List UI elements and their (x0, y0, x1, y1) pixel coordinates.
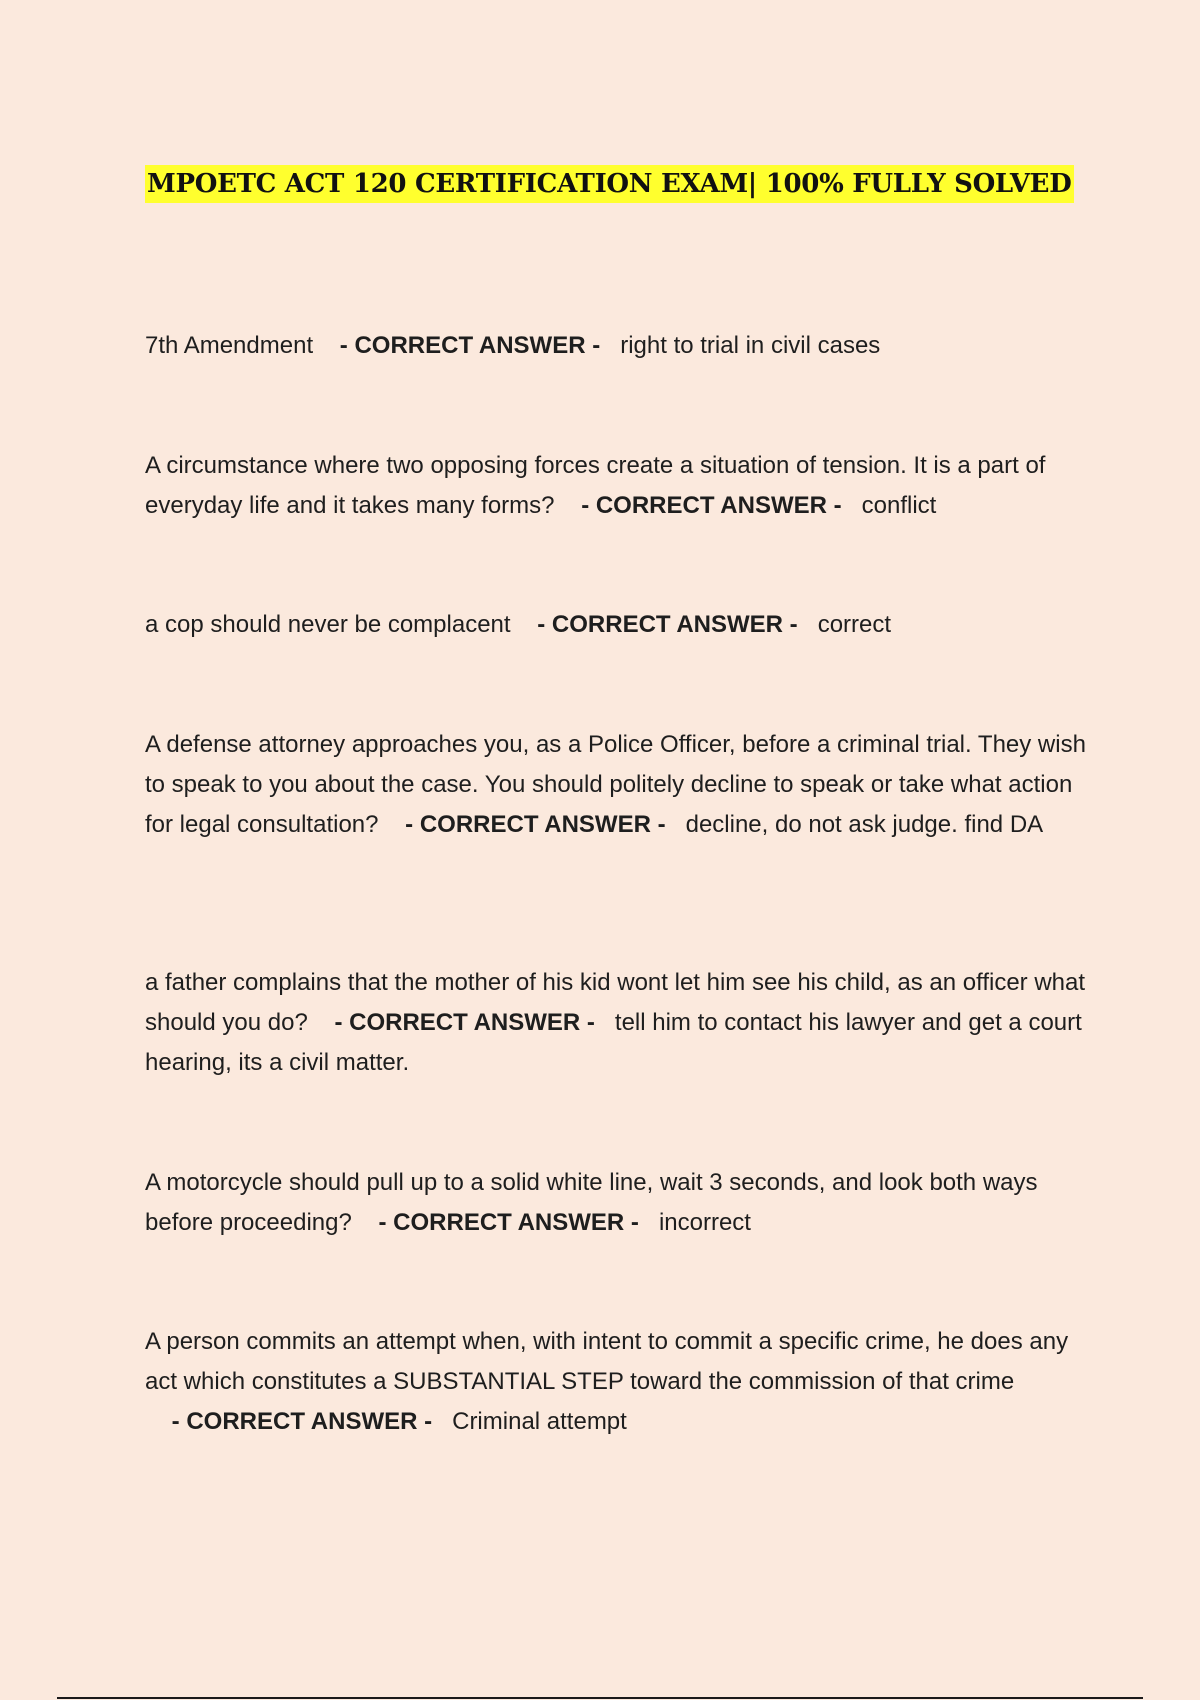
qa-item (145, 605, 1105, 645)
answer-text: decline, do not ask judge. find DA (685, 811, 1044, 838)
question-text: A circumstance where two opposing forces create a situation of tension. It is a part of everyday life and it takes many forms? (145, 452, 1046, 519)
qa-item (145, 326, 1105, 366)
question-text: 7th Amendment (145, 332, 314, 359)
correct-answer-label: - CORRECT ANSWER - (351, 1209, 659, 1236)
qa-item (145, 1163, 1105, 1243)
correct-answer-label: - CORRECT ANSWER - (307, 1009, 615, 1036)
qa-item (145, 963, 1105, 1083)
question-text: a father complains that the mother of his kid wont let him see his child, as an officer what should you do? (145, 969, 1086, 1036)
answer-text: conflict (861, 492, 937, 519)
answer-text: tell him to contact his lawyer and get a court hearing, its a civil matter. (145, 1009, 1082, 1076)
title-block (145, 165, 1074, 203)
answer-text: right to trial in civil cases (620, 332, 881, 359)
qa-item (145, 1322, 1105, 1442)
correct-answer-label: - CORRECT ANSWER - (313, 332, 621, 359)
correct-answer-label: - CORRECT ANSWER - (145, 1408, 453, 1435)
correct-answer-label: - CORRECT ANSWER - (554, 492, 862, 519)
question-text: a cop should never be complacent (145, 611, 511, 638)
qa-item (145, 725, 1105, 845)
answer-text: incorrect (658, 1209, 751, 1236)
correct-answer-label: - CORRECT ANSWER - (510, 611, 818, 638)
qa-item (145, 446, 1105, 526)
correct-answer-label: - CORRECT ANSWER - (378, 811, 686, 838)
answer-text: Criminal attempt (452, 1408, 627, 1435)
answer-text: correct (817, 611, 892, 638)
document-title: MPOETC ACT 120 CERTIFICATION EXAM| 100% FULLY SOLVED (145, 165, 1074, 203)
question-text: A defense attorney approaches you, as a Police Officer, before a criminal trial. They wish to speak to you about the case. You should politely decline to speak or take what action for legal consultation? (145, 731, 1086, 838)
question-text: A person commits an attempt when, with intent to commit a specific crime, he does any act which constitutes a SUBSTANTIAL STEP toward the commission of that crime (145, 1328, 1069, 1395)
question-text: A motorcycle should pull up to a solid white line, wait 3 seconds, and look both ways before proceeding? (145, 1169, 1038, 1236)
footer-divider (57, 1697, 1143, 1699)
